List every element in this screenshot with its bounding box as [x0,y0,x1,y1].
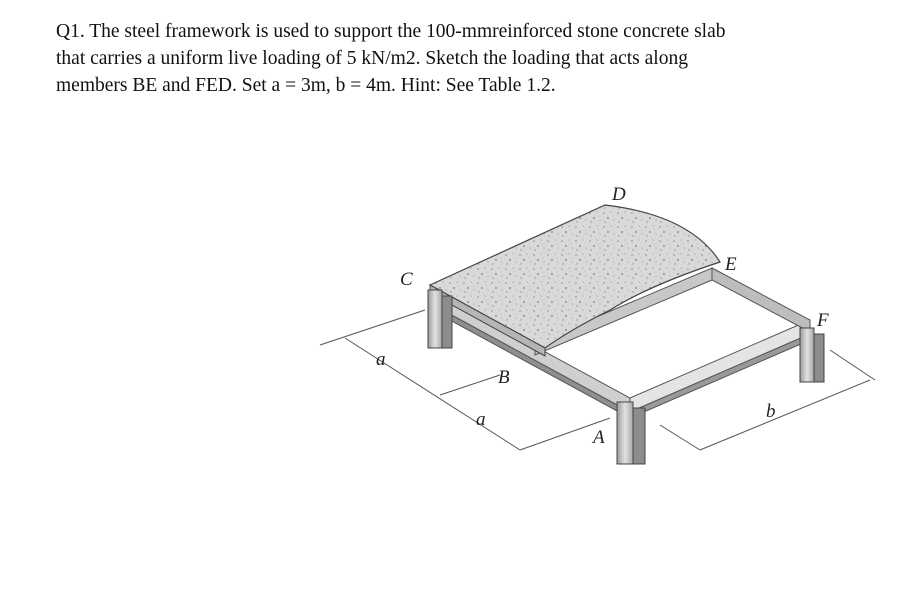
label-a-2: a [476,409,486,430]
question-text [56,18,856,99]
label-D: D [612,184,626,205]
question-line-2: that carries a uniform live loading of 5 kN/m2. Sketch the loading that acts along [56,48,688,69]
question-line-1: Q1. The steel framework is used to support the 100-mmreinforced stone concrete slab [56,21,726,42]
steel-framework-figure [300,180,900,480]
label-A: A [593,427,605,448]
label-C: C [400,269,413,290]
question-line-3: members BE and FED. Set a = 3m, b = 4m. Hint: See Table 1.2. [56,75,556,96]
label-a-1: a [376,349,386,370]
label-b: b [766,401,776,422]
label-F: F [817,310,829,331]
label-B: B [498,367,510,388]
label-E: E [725,254,737,275]
